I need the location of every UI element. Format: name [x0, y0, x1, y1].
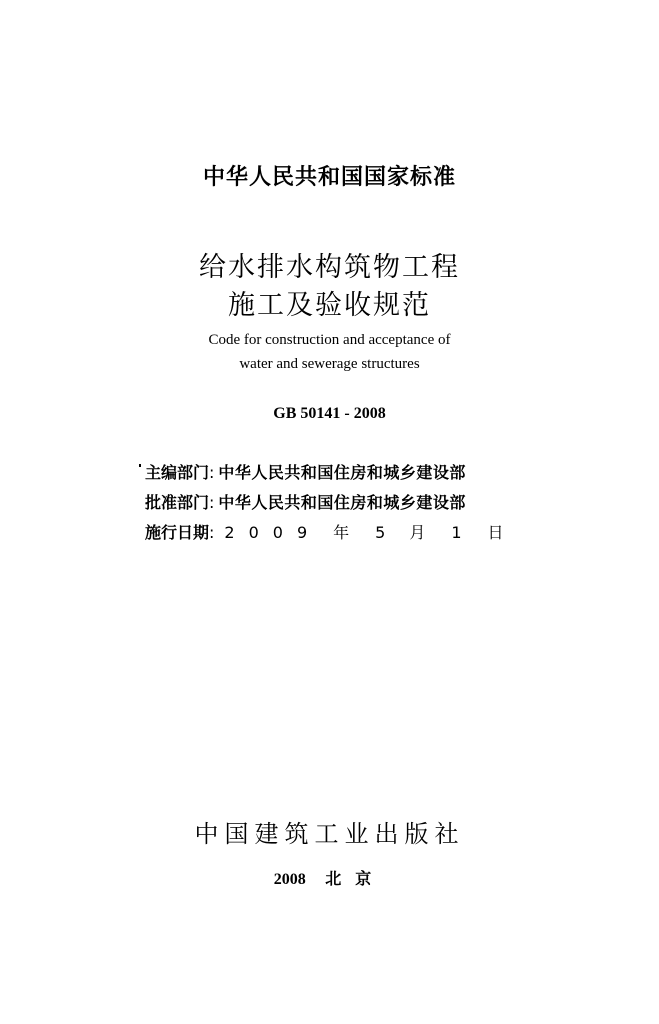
effective-date-label: 施行日期	[145, 523, 210, 542]
publisher-name: 中国建筑工业出版社	[194, 820, 465, 848]
publish-year: 2008	[273, 871, 306, 888]
standard-type-heading: 中华人民共和国国家标准	[202, 165, 456, 190]
effective-year: 2009	[224, 523, 322, 542]
editor-value: 中华人民共和国住房和城乡建设部	[218, 463, 466, 482]
approver-separator: :	[209, 493, 215, 512]
year-char: 年	[333, 523, 350, 542]
english-title-line-1: Code for construction and acceptance of	[208, 332, 451, 348]
editor-row	[145, 460, 466, 483]
publish-city: 北京	[325, 869, 386, 888]
approver-row	[145, 490, 466, 513]
effective-date-value	[218, 520, 503, 543]
scan-mark	[139, 464, 141, 467]
month-char: 月	[409, 523, 426, 542]
effective-date-separator: :	[209, 523, 215, 542]
effective-month: 5	[375, 523, 386, 542]
day-char: 日	[487, 523, 504, 542]
english-title-line-2: water and sewerage structures	[239, 356, 420, 372]
title-line-2: 施工及验收规范	[228, 290, 431, 321]
effective-day: 1	[451, 523, 462, 542]
title-line-1: 给水排水构筑物工程	[199, 252, 460, 283]
approver-value: 中华人民共和国住房和城乡建设部	[218, 493, 466, 512]
approver-label: 批准部门	[145, 493, 210, 512]
editor-separator: :	[209, 463, 215, 482]
effective-date-row	[145, 520, 504, 543]
publish-place-line	[0, 866, 659, 889]
standard-code: GB 50141 - 2008	[273, 405, 386, 422]
editor-label: 主编部门	[145, 463, 210, 482]
